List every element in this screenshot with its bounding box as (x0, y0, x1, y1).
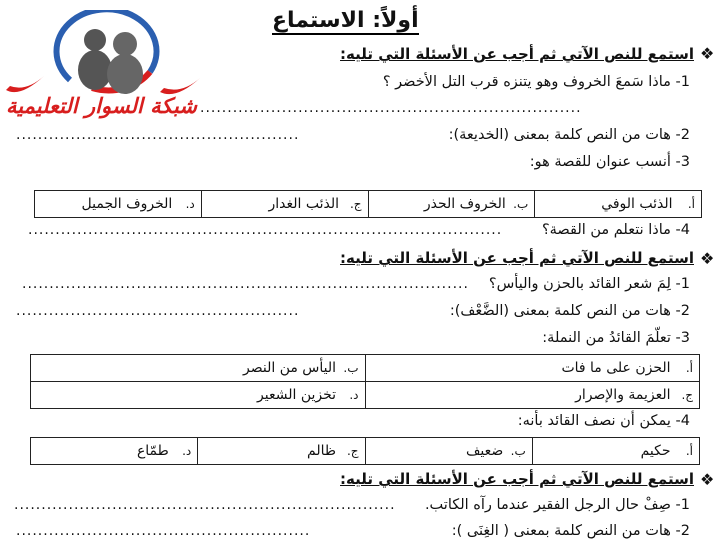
option-cell[interactable]: أ. الذئب الوفي (535, 191, 702, 218)
s2-q4-options-table (30, 437, 700, 465)
option-cell[interactable]: د. تخزين الشعير (31, 382, 366, 409)
s1-q1-answer-line[interactable]: ...................................................................... (200, 100, 582, 116)
s1-q4-answer-line[interactable]: ....................................................................................... (28, 222, 503, 238)
s2-q1: 1- لِمَ شعر القائد بالحزن واليأس؟ (488, 276, 690, 292)
option-cell[interactable]: ب. اليأس من النصر (31, 355, 366, 382)
option-cell[interactable]: ج. الذئب الغدار (201, 191, 368, 218)
s1-q4: 4- ماذا نتعلم من القصة؟ (541, 222, 690, 238)
option-cell[interactable]: ج. العزيمة والإصرار (365, 382, 700, 409)
diamond-bullet-icon: ❖ (700, 470, 715, 489)
s1-options-table (34, 190, 702, 218)
s1-q3: 3- أنسب عنوان للقصة هو: (529, 154, 690, 170)
s3-q1: 1- صِفْ حال الرجل الفقير عندما رآه الكاتب. (424, 497, 690, 513)
option-cell[interactable]: ب. الخروف الحذر (368, 191, 535, 218)
option-cell[interactable]: ج. ظالم (198, 438, 365, 465)
section2-instruction: استمع للنص الآتي ثم أجب عن الأسئلة التي تليه: (340, 249, 694, 267)
option-cell[interactable]: د. الخروف الجميل (35, 191, 202, 218)
option-cell[interactable]: د. طمّاع (31, 438, 198, 465)
s2-q3: 3- تعلّمَ القائدُ من النملة: (542, 330, 690, 346)
option-cell[interactable]: أ. حكيم (532, 438, 699, 465)
s2-q2-answer-line[interactable]: .................................................... (16, 303, 300, 319)
section3-instruction: استمع للنص الآتي ثم أجب عن الأسئلة التي تليه: (340, 470, 694, 488)
option-cell[interactable]: أ. الحزن على ما فات (365, 355, 700, 382)
s3-q2-answer-line[interactable]: ...................................................... (16, 523, 311, 539)
s1-q2-answer-line[interactable]: .................................................... (16, 127, 300, 143)
option-cell[interactable]: ب. ضعيف (365, 438, 532, 465)
logo-emblem-icon (0, 10, 240, 100)
diamond-bullet-icon: ❖ (700, 249, 715, 268)
diamond-bullet-icon: ❖ (700, 44, 715, 63)
s1-q2: 2- هات من النص كلمة بمعنى (الخديعة): (448, 127, 690, 143)
s2-q4: 4- يمكن أن نصف القائد بأنه: (517, 413, 690, 429)
s2-q1-answer-line[interactable]: .................................................................................. (22, 276, 469, 292)
s3-q2: 2- هات من النص كلمة بمعنى ( الغِنَى ): (451, 523, 690, 539)
s2-options-table (30, 354, 700, 409)
s2-q2: 2- هات من النص كلمة بمعنى (الضَّعْف): (449, 303, 690, 319)
s1-q1: 1- ماذا سَمعَ الخروف وهو يتنزه قرب التل الأخضر ؟ (382, 74, 690, 90)
section1-instruction: استمع للنص الآتي ثم أجب عن الأسئلة التي تليه: (340, 45, 694, 63)
logo-brand-text: شبكة السوار التعليمية (6, 94, 197, 118)
page-title: أولاً: الاستماع (272, 8, 419, 33)
s3-q1-answer-line[interactable]: ...................................................................... (14, 497, 396, 513)
